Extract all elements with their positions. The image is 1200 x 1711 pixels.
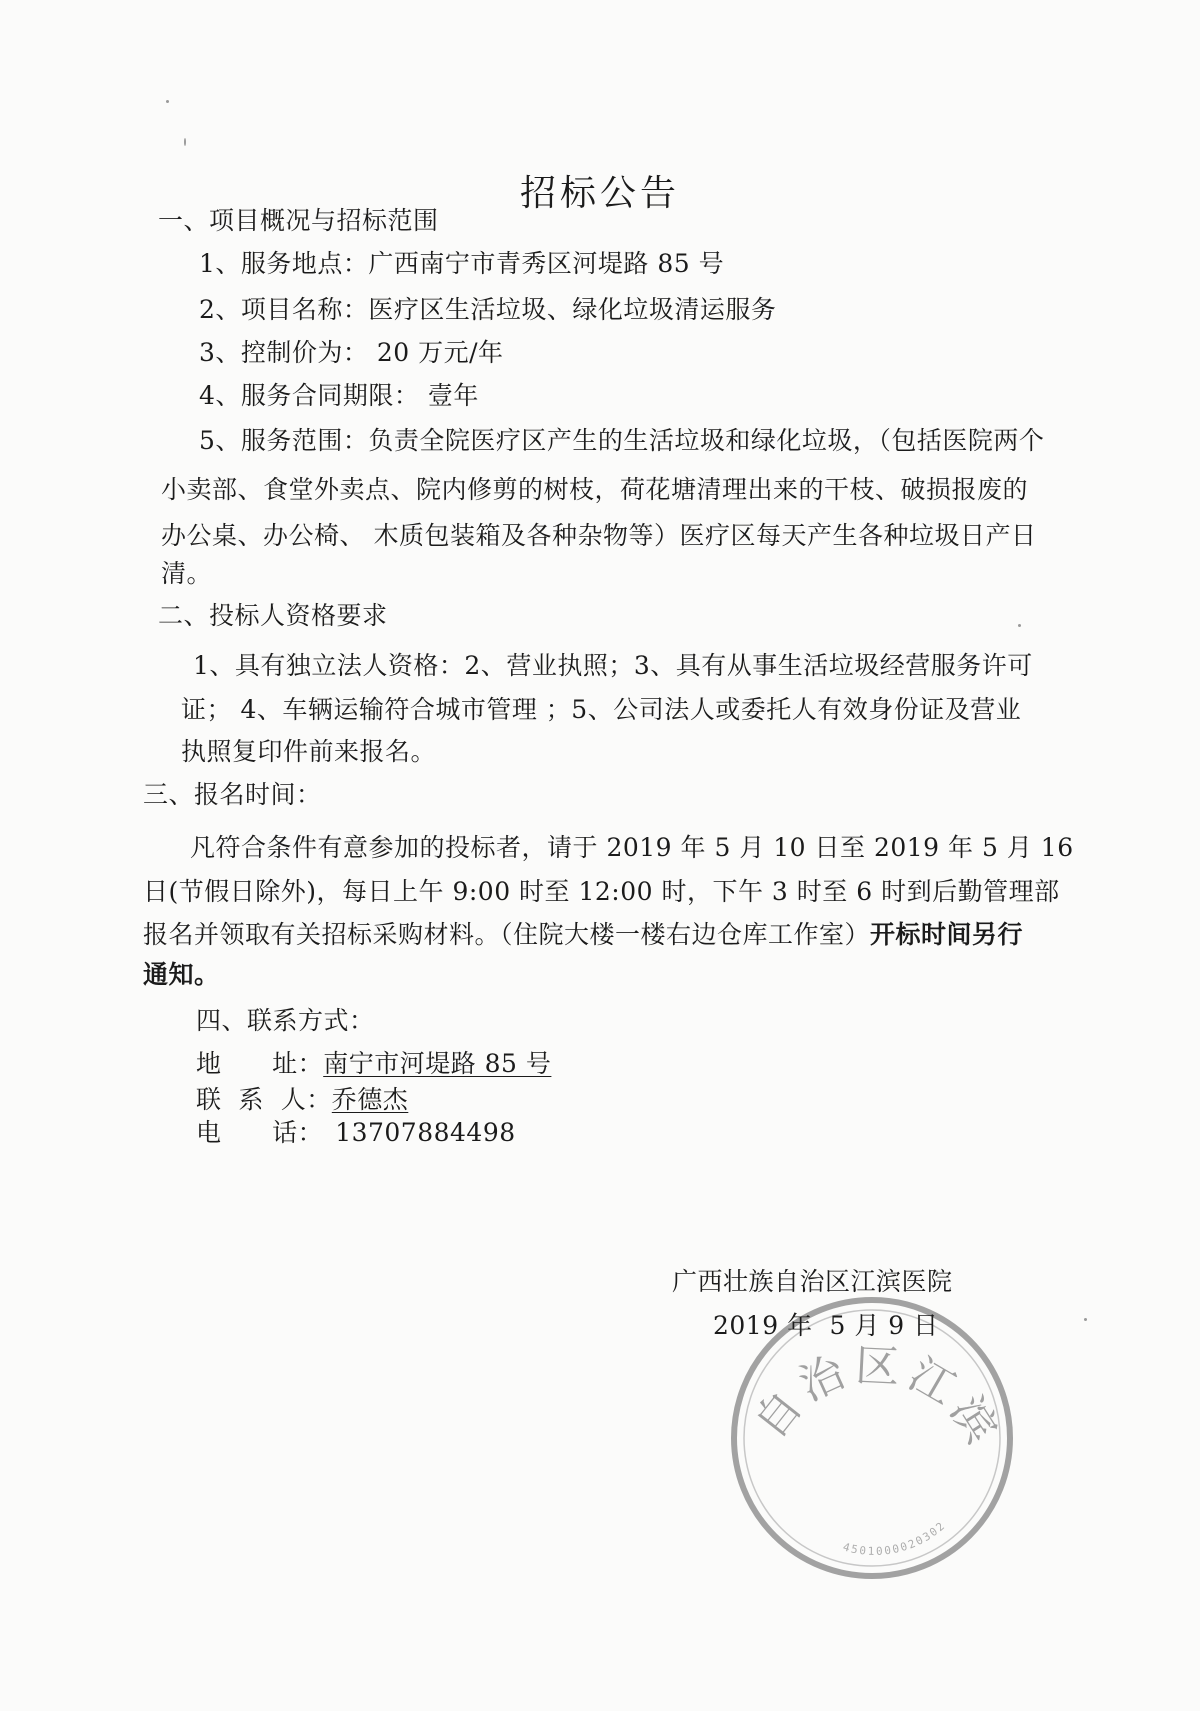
stamp-text: 自治区江滨 (744, 1340, 1011, 1458)
bid-opening-notice: 开标时间另行 (870, 920, 1024, 949)
contract-period: 4、服务合同期限： 壹年 (199, 381, 479, 410)
contact-address (196, 1049, 551, 1079)
section-4-heading: 四、联系方式： (196, 1006, 375, 1035)
service-scope-line: 清。 (161, 559, 213, 588)
address-label: 地 址： (196, 1049, 324, 1078)
section-2-heading: 二、投标人资格要求 (158, 601, 388, 630)
page-title: 招标公告 (519, 173, 680, 214)
registration-line: 凡符合条件有意参加的投标者，请于 2019 年 5 月 10 日至 2019 年 5 月 16 (190, 833, 1074, 862)
stamp-serial: 4501000020302 (841, 1518, 949, 1558)
service-location: 1、服务地点：广西南宁市青秀区河堤路 85 号 (199, 249, 725, 278)
scan-speck (1084, 1318, 1087, 1321)
project-name: 2、项目名称：医疗区生活垃圾、绿化垃圾清运服务 (199, 295, 777, 324)
qualification-line: 1、具有独立法人资格：2、营业执照；3、具有从事生活垃圾经营服务许可 (193, 651, 1033, 680)
issue-date: 2019 年 5 月 9 日 (713, 1311, 939, 1340)
qualification-line: 证； 4、车辆运输符合城市管理 ；5、公司法人或委托人有效身份证及营业 (181, 695, 1022, 724)
section-1-heading: 一、项目概况与招标范围 (158, 206, 439, 235)
registration-line: 日(节假日除外)，每日上午 9:00 时至 12:00 时，下午 3 时至 6 时到后勤管理部 (143, 877, 1060, 906)
service-scope-line: 5、服务范围：负责全院医疗区产生的生活垃圾和绿化垃圾，（包括医院两个 (199, 426, 1045, 455)
scan-speck (184, 138, 186, 146)
bid-opening-notice-end: 通知。 (143, 960, 220, 989)
address-value: 南宁市河堤路 85 号 (323, 1049, 552, 1078)
registration-line-with-bold (143, 920, 1023, 950)
person-value: 乔德杰 (331, 1085, 409, 1114)
contact-phone (196, 1118, 516, 1148)
phone-value: 13707884498 (335, 1118, 516, 1147)
scan-speck (1018, 624, 1021, 627)
person-label: 联 系 人： (196, 1085, 332, 1114)
control-price: 3、控制价为： 20 万元/年 (199, 338, 504, 367)
service-scope-line: 办公桌、办公椅、 木质包装箱及各种杂物等）医疗区每天产生各种垃圾日产日 (161, 521, 1037, 550)
phone-label: 电 话： (196, 1118, 324, 1147)
section-3-heading: 三、报名时间： (143, 780, 322, 809)
contact-person (196, 1085, 408, 1115)
svg-text:自治区江滨 (745, 1340, 1010, 1457)
scan-speck (166, 100, 169, 103)
svg-text:4501000020302 (841, 1519, 948, 1558)
registration-line-text: 报名并领取有关招标采购材料。（住院大楼一楼右边仓库工作室） (143, 920, 871, 949)
qualification-line: 执照复印件前来报名。 (181, 737, 437, 766)
issuer-organization: 广西壮族自治区江滨医院 (672, 1267, 953, 1296)
service-scope-line: 小卖部、食堂外卖点、院内修剪的树枝，荷花塘清理出来的干枝、破损报废的 (161, 475, 1029, 504)
